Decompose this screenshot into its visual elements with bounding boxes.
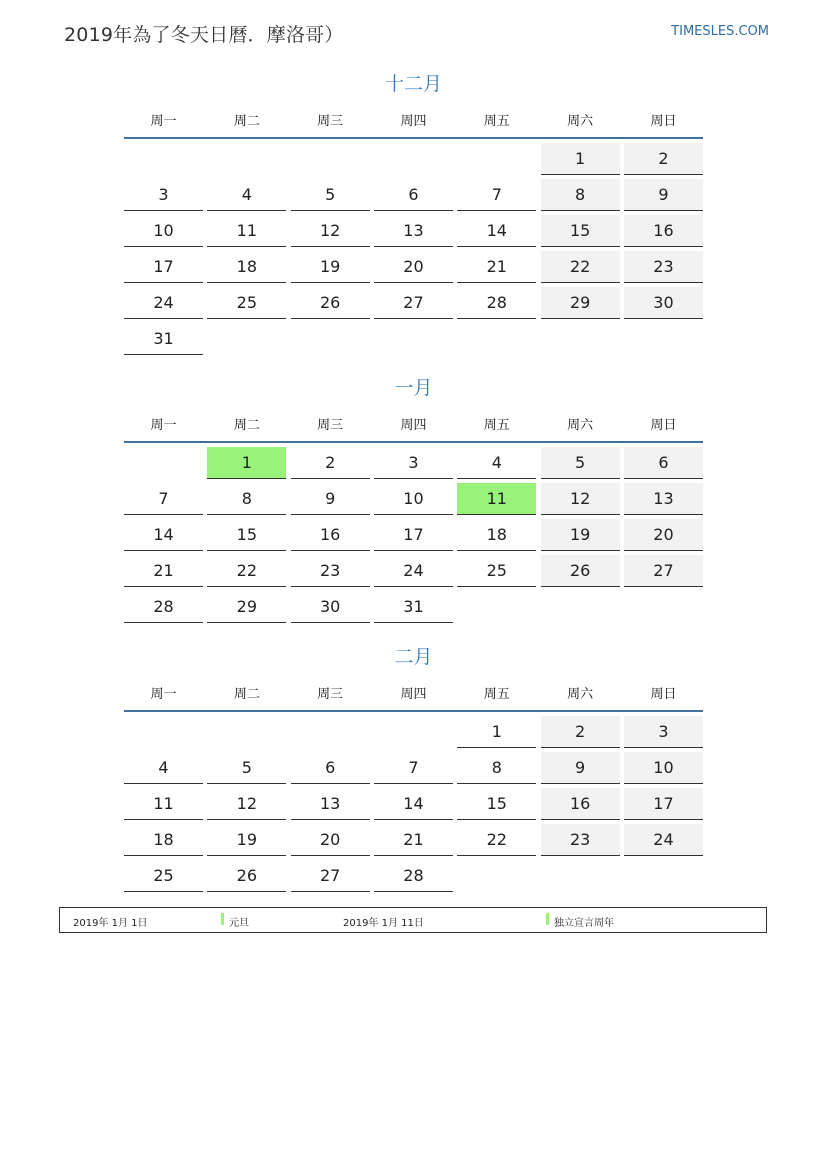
- weekday-label: 周五: [483, 114, 510, 129]
- legend-date-2: 2019年 1月 11日: [343, 918, 424, 929]
- day-cell: 10: [124, 215, 203, 247]
- weekday-label: 周二: [233, 687, 260, 702]
- day-cell: 14: [457, 215, 536, 247]
- site-link[interactable]: TIMESLES.COM: [671, 24, 769, 39]
- weekday-label: 周一: [150, 418, 177, 433]
- day-cell: 9: [291, 483, 370, 515]
- day-cell: 22: [457, 824, 536, 856]
- day-cell: 16: [541, 788, 620, 820]
- month-title: 二月: [394, 646, 433, 668]
- day-cell: 14: [374, 788, 453, 820]
- day-cell: 11: [124, 788, 203, 820]
- day-grid: [124, 716, 703, 892]
- day-cell: 9: [541, 752, 620, 784]
- day-cell: 12: [291, 215, 370, 247]
- empty-cell: [291, 143, 370, 175]
- day-cell: 15: [207, 519, 286, 551]
- header-rule: [124, 710, 703, 712]
- empty-cell: [457, 143, 536, 175]
- day-cell: 20: [291, 824, 370, 856]
- day-cell: 18: [457, 519, 536, 551]
- day-cell: 7: [124, 483, 203, 515]
- day-cell: 27: [374, 287, 453, 319]
- day-cell: 23: [624, 251, 703, 283]
- day-cell: 19: [291, 251, 370, 283]
- day-cell: 7: [374, 752, 453, 784]
- day-cell: 31: [374, 591, 453, 623]
- empty-cell: [291, 716, 370, 748]
- legend-holiday-1: 元旦: [229, 918, 249, 929]
- weekday-label: 周六: [567, 418, 594, 433]
- page-title: 2019年為了冬天日曆．摩洛哥）: [64, 24, 344, 46]
- day-cell: 25: [457, 555, 536, 587]
- holiday-legend: [59, 907, 767, 933]
- day-cell: 4: [457, 447, 536, 479]
- day-cell: 2: [541, 716, 620, 748]
- day-cell: 4: [124, 752, 203, 784]
- empty-cell: [207, 716, 286, 748]
- weekday-label: 周二: [233, 418, 260, 433]
- day-cell: 18: [207, 251, 286, 283]
- day-cell: 30: [624, 287, 703, 319]
- weekday-label: 周四: [400, 418, 427, 433]
- day-cell: 15: [541, 215, 620, 247]
- month-title: 一月: [394, 377, 433, 399]
- day-cell: 3: [374, 447, 453, 479]
- day-cell: 13: [624, 483, 703, 515]
- day-cell: 2: [624, 143, 703, 175]
- legend-color-marker: [221, 913, 224, 925]
- day-cell: 10: [374, 483, 453, 515]
- day-cell: 28: [124, 591, 203, 623]
- empty-cell: [124, 716, 203, 748]
- day-cell: 21: [124, 555, 203, 587]
- weekday-label: 周六: [567, 114, 594, 129]
- day-cell: 26: [207, 860, 286, 892]
- day-cell: 10: [624, 752, 703, 784]
- weekday-header: [124, 675, 703, 710]
- day-cell: 22: [541, 251, 620, 283]
- weekday-label: 周六: [567, 687, 594, 702]
- empty-cell: [124, 143, 203, 175]
- empty-cell: [374, 716, 453, 748]
- day-cell: 30: [291, 591, 370, 623]
- day-cell: 14: [124, 519, 203, 551]
- day-cell: 5: [541, 447, 620, 479]
- weekday-label: 周四: [400, 114, 427, 129]
- day-grid: [124, 447, 703, 623]
- day-cell: 12: [207, 788, 286, 820]
- day-cell: 8: [457, 752, 536, 784]
- empty-cell: [207, 143, 286, 175]
- day-cell: 20: [374, 251, 453, 283]
- day-cell: 1: [457, 716, 536, 748]
- day-cell: 16: [624, 215, 703, 247]
- day-cell: 13: [374, 215, 453, 247]
- legend-holiday-2: 独立宣言周年: [554, 918, 614, 929]
- day-cell: 17: [124, 251, 203, 283]
- day-cell: 18: [124, 824, 203, 856]
- legend-date-1: 2019年 1月 1日: [73, 918, 148, 929]
- day-cell: 17: [374, 519, 453, 551]
- day-cell: 2: [291, 447, 370, 479]
- day-cell: 6: [374, 179, 453, 211]
- day-cell: 15: [457, 788, 536, 820]
- day-cell: 19: [207, 824, 286, 856]
- weekday-label: 周四: [400, 687, 427, 702]
- day-grid: [124, 143, 703, 355]
- weekday-label: 周三: [317, 114, 344, 129]
- month-title: 十二月: [384, 73, 442, 95]
- day-cell: 21: [374, 824, 453, 856]
- day-cell: 12: [541, 483, 620, 515]
- day-cell: 3: [124, 179, 203, 211]
- day-cell: 21: [457, 251, 536, 283]
- weekday-label: 周五: [483, 687, 510, 702]
- day-cell: 13: [291, 788, 370, 820]
- day-cell: 5: [291, 179, 370, 211]
- weekday-header: [124, 406, 703, 441]
- day-cell: 6: [624, 447, 703, 479]
- month-february: [124, 643, 703, 892]
- day-cell: 29: [541, 287, 620, 319]
- weekday-label: 周一: [150, 687, 177, 702]
- day-cell: 3: [624, 716, 703, 748]
- holiday-day-cell: 11: [457, 483, 536, 515]
- day-cell: 24: [124, 287, 203, 319]
- weekday-header: [124, 102, 703, 137]
- day-cell: 24: [624, 824, 703, 856]
- day-cell: 17: [624, 788, 703, 820]
- day-cell: 8: [541, 179, 620, 211]
- weekday-label: 周三: [317, 687, 344, 702]
- month-january: [124, 374, 703, 623]
- month-december: [124, 70, 703, 355]
- day-cell: 6: [291, 752, 370, 784]
- weekday-label: 周日: [650, 687, 677, 702]
- day-cell: 26: [541, 555, 620, 587]
- day-cell: 27: [291, 860, 370, 892]
- day-cell: 27: [624, 555, 703, 587]
- day-cell: 28: [374, 860, 453, 892]
- day-cell: 25: [124, 860, 203, 892]
- day-cell: 26: [291, 287, 370, 319]
- weekday-label: 周五: [483, 418, 510, 433]
- empty-cell: [124, 447, 203, 479]
- day-cell: 23: [291, 555, 370, 587]
- day-cell: 25: [207, 287, 286, 319]
- weekday-label: 周日: [650, 114, 677, 129]
- weekday-label: 周三: [317, 418, 344, 433]
- weekday-label: 周一: [150, 114, 177, 129]
- header-rule: [124, 441, 703, 443]
- day-cell: 5: [207, 752, 286, 784]
- day-cell: 1: [541, 143, 620, 175]
- day-cell: 19: [541, 519, 620, 551]
- day-cell: 28: [457, 287, 536, 319]
- day-cell: 16: [291, 519, 370, 551]
- day-cell: 11: [207, 215, 286, 247]
- header-rule: [124, 137, 703, 139]
- legend-color-marker: [546, 913, 549, 925]
- day-cell: 8: [207, 483, 286, 515]
- day-cell: 7: [457, 179, 536, 211]
- day-cell: 29: [207, 591, 286, 623]
- weekday-label: 周二: [233, 114, 260, 129]
- empty-cell: [374, 143, 453, 175]
- holiday-day-cell: 1: [207, 447, 286, 479]
- weekday-label: 周日: [650, 418, 677, 433]
- day-cell: 23: [541, 824, 620, 856]
- day-cell: 4: [207, 179, 286, 211]
- day-cell: 22: [207, 555, 286, 587]
- day-cell: 24: [374, 555, 453, 587]
- day-cell: 31: [124, 323, 203, 355]
- day-cell: 20: [624, 519, 703, 551]
- day-cell: 9: [624, 179, 703, 211]
